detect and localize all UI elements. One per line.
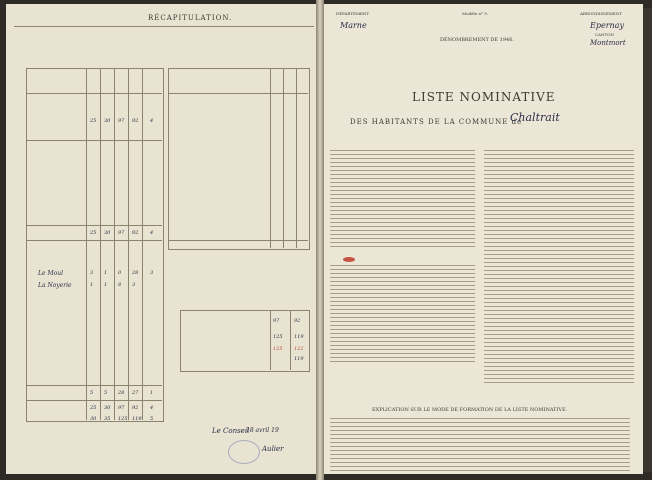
book-gutter: [316, 0, 324, 480]
liste-nominative-title: LISTE NOMINATIVE: [412, 90, 556, 104]
cell-g4: 119: [132, 416, 142, 422]
cell-g3: 125: [118, 416, 128, 422]
commune-name: Chaltrait: [510, 111, 560, 124]
cell-d2: 1: [104, 282, 108, 288]
cell-d4: 3: [132, 282, 136, 288]
hamlet-1-label: Le Moul: [38, 270, 63, 277]
c-val-5: 125: [273, 346, 283, 352]
cell-b3: 97: [118, 230, 125, 236]
cell-b1: 25: [90, 230, 97, 236]
denombrement-title: DÉNOMBREMENT DE 1946.: [440, 37, 514, 43]
explication-text: [330, 418, 630, 474]
modele-label: Modèle n° 9.: [462, 11, 489, 16]
cell-f2: 30: [104, 405, 111, 411]
cell-f3: 97: [118, 405, 125, 411]
c-val-4: 119: [294, 334, 304, 340]
recap-title: RÉCAPITULATION.: [148, 14, 233, 22]
cell-c3: 0: [118, 270, 122, 276]
page-edge: [643, 8, 652, 472]
cell-b4: 92: [132, 230, 139, 236]
instructions-text-left-2: [330, 265, 475, 365]
cell-f4: 92: [132, 405, 139, 411]
cell-a5: 4: [150, 118, 154, 124]
hamlet-2-label: La Noyerie: [38, 282, 72, 289]
cell-e4: 27: [132, 390, 139, 396]
cell-c1: 3: [90, 270, 94, 276]
c-val-2: 92: [294, 318, 301, 324]
cell-c2: 1: [104, 270, 108, 276]
cell-b5: 4: [150, 230, 154, 236]
cell-f1: 25: [90, 405, 97, 411]
cell-d1: 1: [90, 282, 94, 288]
cell-e3: 28: [118, 390, 125, 396]
canton-value: Montmort: [590, 39, 626, 47]
red-ink-mark: [343, 257, 355, 262]
table-b: [168, 68, 310, 250]
cell-e2: 5: [104, 390, 108, 396]
signature-place: Le Conseil: [212, 427, 250, 435]
departement-value: Marne: [340, 21, 367, 30]
canton-label: CANTON: [595, 32, 614, 37]
signature-date: 18 avril 19: [246, 427, 279, 434]
cell-a4: 92: [132, 118, 139, 124]
cell-e5: 1: [150, 390, 154, 396]
cell-g2: 35: [104, 416, 111, 422]
arrondissement-label: ARRONDISSEMENT: [580, 11, 622, 16]
c-val-7: 119: [294, 356, 304, 362]
explication-heading: EXPLICATION SUR LE MODE DE FORMATION DE LA LISTE NOMINATIVE.: [372, 407, 568, 413]
arrondissement-value: Epernay: [590, 21, 624, 30]
instructions-text-right: [484, 150, 634, 386]
cell-a1: 25: [90, 118, 97, 124]
cell-c5: 3: [150, 270, 154, 276]
c-val-6: 122: [294, 346, 304, 352]
instructions-text-left: [330, 150, 475, 250]
mayor-seal-stamp: [228, 440, 260, 464]
cell-a3: 97: [118, 118, 125, 124]
cell-f5: 4: [150, 405, 154, 411]
cell-a2: 30: [104, 118, 111, 124]
mayor-signature: Aulier: [262, 445, 284, 453]
departement-label: DÉPARTEMENT: [336, 11, 370, 16]
c-val-3: 125: [273, 334, 283, 340]
cell-g1: 30: [90, 416, 97, 422]
cell-c4: 28: [132, 270, 139, 276]
cell-d3: 8: [118, 282, 122, 288]
liste-subtitle: DES HABITANTS DE LA COMMUNE de: [350, 118, 523, 126]
cell-e1: 5: [90, 390, 94, 396]
cell-b2: 30: [104, 230, 111, 236]
c-val-1: 97: [273, 318, 280, 324]
cell-g5: 5: [150, 416, 154, 422]
